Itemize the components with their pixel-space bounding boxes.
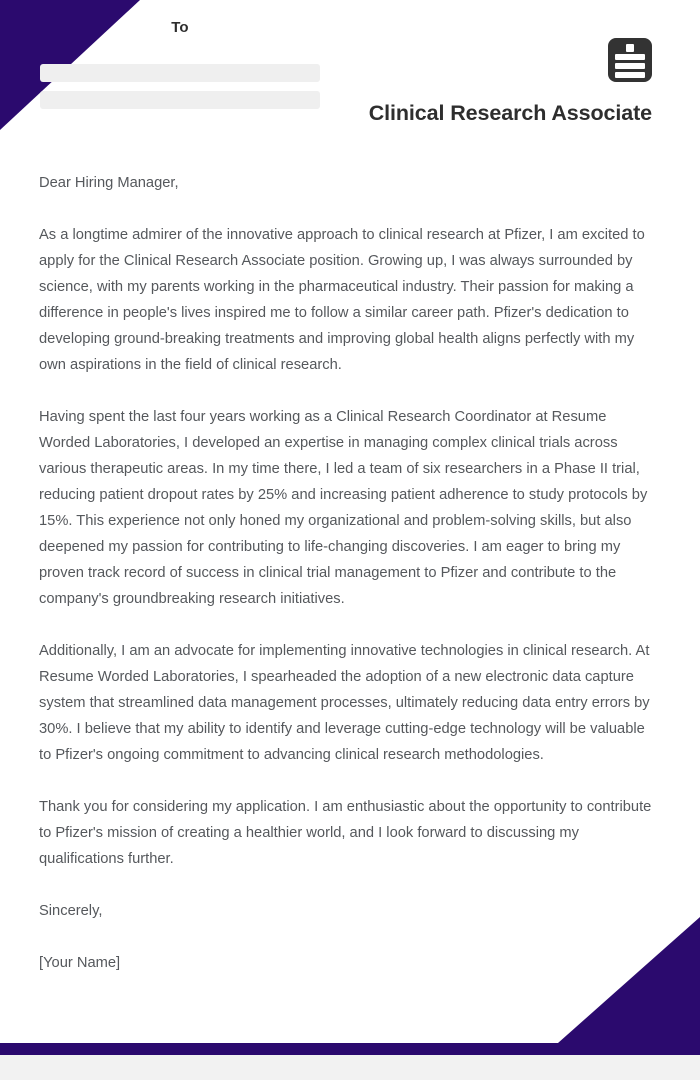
letter-header	[0, 0, 700, 152]
closing-salutation: Sincerely,	[39, 903, 103, 919]
job-title-block	[322, 38, 652, 126]
recipient-placeholder-line-2[interactable]	[40, 91, 320, 109]
signature-name: [Your Name]	[39, 955, 121, 971]
clipboard-line-1	[615, 54, 645, 60]
letter-paragraph: As a longtime admirer of the innovative approach to clinical research at Pfizer, I am excited to apply for the Clinical Research Associate position. Growing up, I was always surrounded by science, with my parents working in the pharmaceutical industry. Their passion for making a difference in people's lives inspired me to follow a similar career path. Pfizer's dedication to developing ground-breaking treatments and improving global health aligns perfectly with my own aspirations in the field of clinical research.	[39, 227, 645, 373]
clipboard-line-2	[615, 63, 645, 69]
footer-accent-bar	[0, 1043, 700, 1055]
to-label: To	[171, 19, 189, 36]
clipboard-clip-shape	[626, 44, 634, 52]
letter-paragraph: Having spent the last four years working as a Clinical Research Coordinator at Resume Worded Laboratories, I developed an expertise in managing complex clinical trials across various therapeutic areas. In my time there, I led a team of six researchers in a Phase II trial, reducing patient dropout rates by 25% and increasing patient adherence to study protocols by 15%. This experience not only honed my organizational and problem-solving skills, but also deepened my passion for contributing to life-changing discoveries. I am eager to bring my proven track record of success in clinical trial management to Pfizer and contribute to the company's groundbreaking research initiatives.	[39, 409, 648, 607]
recipient-placeholder-line-1[interactable]	[40, 64, 320, 82]
letter-body	[39, 170, 655, 1002]
salutation: Dear Hiring Manager,	[39, 175, 179, 191]
recipient-block	[40, 20, 320, 109]
clipboard-line-3	[615, 72, 645, 78]
clipboard-document-icon	[608, 38, 652, 82]
job-title: Clinical Research Associate	[368, 101, 652, 125]
letter-paragraph: Additionally, I am an advocate for implementing innovative technologies in clinical research. At Resume Worded Laboratories, I spearheaded the adoption of a new electronic data capture system that streamlined data management processes, ultimately reducing data entry errors by 30%. I believe that my ability to identify and leverage cutting-edge technology will be valuable to Pfizer's ongoing commitment to advancing clinical research methodologies.	[39, 643, 650, 763]
letter-paragraph: Thank you for considering my application. I am enthusiastic about the opportunity to contribute to Pfizer's mission of creating a healthier world, and I look forward to discussing my qualifications further.	[39, 799, 652, 867]
